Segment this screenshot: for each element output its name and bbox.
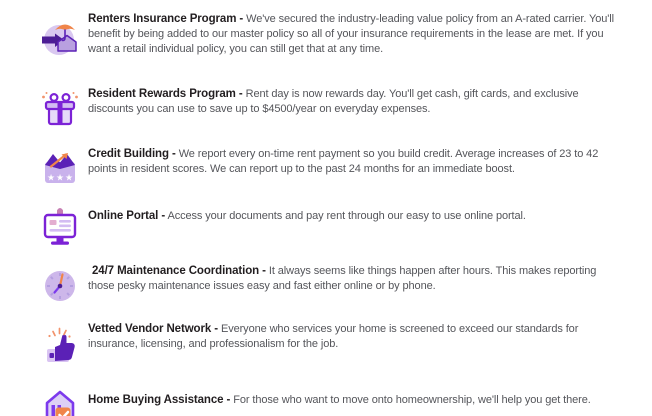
- benefit-title: 24/7 Maintenance Coordination -: [92, 265, 266, 277]
- benefit-description: Everyone who services your home is screened to exceed our standards for insurance, licensing, and professionalism for the job.: [88, 323, 579, 350]
- benefit-description: Rent day is now rewards day. You'll get cash, gift cards, and exclusive discounts you can use to save up to $4500/year on everyday expenses.: [88, 88, 579, 115]
- benefit-description: It always seems like things happen after hours. This makes reporting those pesky maintenance issues easy and fast either online or by phone.: [88, 265, 597, 292]
- umbrella-house-icon: [40, 15, 80, 59]
- benefit-description: We've secured the industry-leading value policy from an A-rated carrier. You'll benefit by being added to our master policy so all of your insurance requirements in the lease are met. If you want a retail individual policy, you can still get that at any time.: [88, 13, 614, 55]
- benefit-title: Home Buying Assistance -: [88, 394, 231, 406]
- benefit-item: [0, 147, 652, 191]
- benefit-title: Resident Rewards Program -: [88, 88, 243, 100]
- thumbs-up-icon: [40, 322, 80, 366]
- benefit-title: Online Portal -: [88, 210, 166, 222]
- clock-icon: [40, 263, 80, 307]
- credit-score-icon: [40, 147, 80, 191]
- benefit-description: For those who want to move onto homeownership, we'll help you get there.: [233, 394, 591, 406]
- benefit-item: [0, 87, 652, 133]
- benefit-item: [0, 264, 652, 307]
- house-check-icon: [40, 386, 80, 416]
- benefit-description: Access your documents and pay rent through our easy to use online portal.: [167, 210, 526, 222]
- online-portal-monitor-icon: [40, 204, 80, 248]
- benefit-item: [0, 393, 652, 416]
- benefit-item: [0, 322, 652, 366]
- benefit-title: Renters Insurance Program -: [88, 13, 244, 25]
- benefit-item: [0, 12, 652, 59]
- benefit-title: Vetted Vendor Network -: [88, 323, 218, 335]
- gift-icon: [40, 89, 80, 133]
- benefit-description: We report every on-time rent payment so you build credit. Average increases of 23 to 42 points in resident scores. We can report up to the past 24 months for an immediate boost.: [88, 148, 599, 175]
- benefit-title: Credit Building -: [88, 148, 176, 160]
- benefit-item: [0, 209, 652, 248]
